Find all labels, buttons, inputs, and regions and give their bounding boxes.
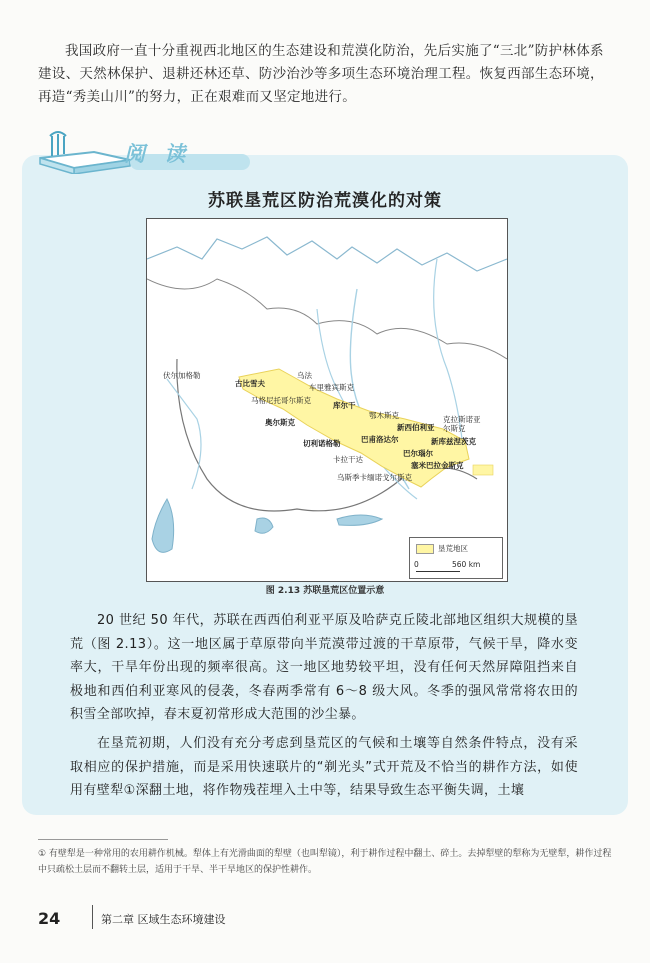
place-label: 古比雪夫 <box>235 379 265 388</box>
place-label: 切利诺格勒 <box>303 439 341 448</box>
place-label: 乌斯季卡缅诺戈尔斯克 <box>337 473 412 482</box>
place-label: 乌法 <box>297 371 312 380</box>
chapter-title: 第二章 区域生态环境建设 <box>101 913 226 926</box>
place-label: 塞米巴拉金斯克 <box>411 461 464 470</box>
place-label: 车里雅宾斯克 <box>309 383 354 392</box>
scale-label: 560 km <box>452 560 481 569</box>
map-graphic <box>147 219 507 581</box>
place-label: 新西伯利亚 <box>397 423 435 432</box>
soviet-reclamation-map <box>146 218 508 582</box>
place-label: 巴尔瑙尔 <box>403 449 433 458</box>
caspian-sea <box>152 499 174 552</box>
figure-caption: 图 2.13 苏联垦荒区位置示意 <box>265 586 385 596</box>
land-outline <box>147 279 507 359</box>
scale-zero: 0 <box>414 560 419 569</box>
river-yenisei <box>434 259 462 439</box>
body-paragraph-2: 在垦荒初期，人们没有充分考虑到垦荒区的气候和土壤等自然条件特点，没有采取相应的保护措施，而是采用快速联片的“剃光头”式开荒及不恰当的耕作方法，如使用有壁犁①深翻土地，将作物残茬埋入土中等，结果导致生态平衡失调，土壤 <box>70 736 578 798</box>
place-label: 鄂木斯克 <box>369 411 399 420</box>
legend-label: 垦荒地区 <box>438 544 468 553</box>
aral-sea <box>255 518 273 533</box>
place-label: 库尔干 <box>333 401 356 410</box>
footnote: ① 有壁犁是一种常用的农用耕作机械。犁体上有光滑曲面的犁壁（也叫犁镜），利于耕作过程中翻土、碎土。去掉犁壁的犁称为无壁犁，耕作过程中只疏松土层而不翻转土层，适用于干旱、半干旱地区的保护性耕作。 <box>38 849 612 875</box>
place-label: 奥尔斯克 <box>265 418 295 427</box>
place-label: 马格尼托哥尔斯克 <box>251 396 311 405</box>
body-paragraph-1: 20 世纪 50 年代，苏联在西西伯利亚平原及哈萨克丘陵北部地区组织大规模的垦荒（图 2.13）。这一地区属于草原带向半荒漠带过渡的干草原带，气候干旱，降水变率大，干旱年份出现的频率很高。这一地区地势较平坦，没有任何天然屏障阻挡来自极地和西伯利亚寒风的侵袭，冬春两季常有 6～8 级大风。冬季的强风常常将农田的积雪全部吹掉，春末夏初常形成大范围的沙尘暴。 <box>70 613 578 722</box>
coastline-north <box>147 237 507 271</box>
place-label: 新库兹涅茨克 <box>431 437 476 446</box>
place-label: 巴甫洛达尔 <box>361 435 399 444</box>
footer-divider <box>92 905 93 929</box>
lake-balkhash <box>337 515 382 525</box>
page-number: 24 <box>38 909 61 928</box>
legend-swatch <box>416 544 434 554</box>
place-label: 卡拉干达 <box>333 455 363 464</box>
reading-title: 苏联垦荒区防治荒漠化的对策 <box>208 191 442 211</box>
footnote-rule <box>38 839 168 840</box>
scale-bar <box>416 571 460 572</box>
river-volga <box>167 379 201 489</box>
intro-paragraph: 我国政府一直十分重视西北地区的生态建设和荒漠化防治，先后实施了“三北”防护林体系建设、天然林保护、退耕还林还草、防沙治沙等多项生态环境治理工程。恢复西部生态环境，再造“秀美山川”的努力，正在艰难而又坚定地进行。 <box>38 43 604 105</box>
place-label: 伏尔加格勒 <box>163 371 201 380</box>
place-label: 克拉斯诺亚尔斯克 <box>443 415 481 433</box>
reading-badge-label: 阅 读 <box>124 142 192 166</box>
map-legend <box>409 537 503 579</box>
